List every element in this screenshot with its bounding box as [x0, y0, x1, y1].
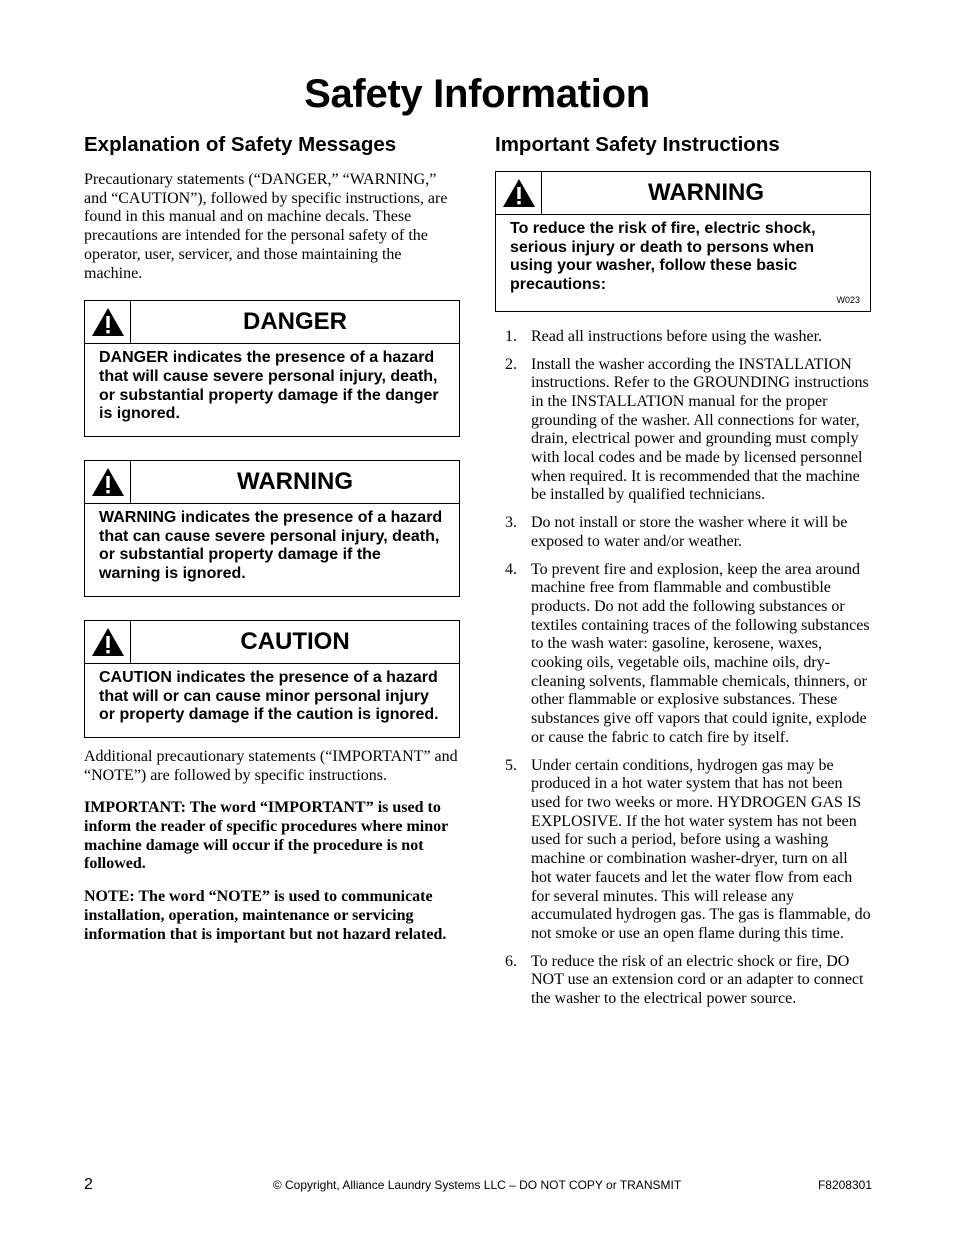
- warning-triangle-icon: [85, 301, 131, 343]
- document-code: F8208301: [817, 1178, 872, 1192]
- page-title: Safety Information: [304, 72, 650, 116]
- warning-text: WARNING indicates the presence of a hazard that can cause severe personal injury, death, or substantial property damage if the warning is ignored.: [99, 509, 443, 583]
- list-item: 2. Install the washer according the INSTALLATION instructions. Refer to the GROUNDING instructions in the INSTALLATION manual for the proper grounding of the washer. All connections for water, drain, electrical power and grounding must comply with local codes and be made by licensed personnel when required. It is recommended that the machine be installed by qualified technicians.: [505, 355, 869, 504]
- section-heading-instructions: Important Safety Instructions: [495, 133, 780, 156]
- warning-box: [84, 460, 460, 597]
- instructions-warning-box: [495, 171, 871, 312]
- page-number: 2: [84, 1176, 93, 1193]
- warning-triangle-icon: [85, 621, 131, 663]
- list-item: 1. Read all instructions before using the washer.: [505, 327, 823, 345]
- intro-paragraph: Precautionary statements (“DANGER,” “WARNING,” and “CAUTION”), followed by specific instructions, are found in this manual and on machine decals. These precautions are intended for the personal safety of the operator, user, servicer, and those maintaining the machine.: [84, 171, 448, 282]
- list-item: 6. To reduce the risk of an electric shock or fire, DO NOT use an extension cord or an adapter to connect the washer to the electrical power source.: [505, 952, 864, 1008]
- instructions-warning-title: WARNING: [648, 179, 764, 206]
- caution-title: CAUTION: [240, 627, 350, 655]
- right-column: [495, 133, 871, 1018]
- caution-box: [84, 620, 460, 738]
- list-item: 5. Under certain conditions, hydrogen gas may be produced in a hot water system that has not been used for two weeks or more. HYDROGEN GAS IS EXPLOSIVE. If the hot water system has not been used for such a period, before using a washing machine or combination washer-dryer, turn on all hot water faucets and let the water flow from each for several minutes. This will release any accumulated hydrogen gas. The gas is flammable, do not smoke or use an open flame during this time.: [505, 756, 871, 942]
- warning-title: WARNING: [237, 468, 353, 496]
- left-column: [84, 133, 460, 944]
- danger-box: [84, 300, 460, 437]
- danger-title: DANGER: [242, 308, 347, 336]
- instructions-list: [495, 328, 871, 1009]
- instructions-warning-text: To reduce the risk of fire, electric shock, serious injury or death to persons when using your washer, follow these basic precautions:: [510, 220, 816, 294]
- warning-triangle-icon: [85, 461, 131, 503]
- list-item: 3. Do not install or store the washer where it will be exposed to water and/or weather.: [505, 514, 848, 550]
- danger-text: DANGER indicates the presence of a hazard that will cause severe personal injury, death, or substantial property damage if the danger is ignored.: [99, 349, 439, 423]
- additional-paragraph: Additional precautionary statements (“IMPORTANT” and “NOTE”) are followed by specific instructions.: [84, 747, 458, 784]
- warning-code: W023: [836, 294, 860, 305]
- note-paragraph: NOTE: The word “NOTE” is used to communicate installation, operation, maintenance or servicing information that is important but not hazard related.: [84, 888, 447, 943]
- warning-triangle-icon: [496, 172, 542, 214]
- caution-text: CAUTION indicates the presence of a hazard that will or can cause minor personal injury or property damage if the caution is ignored.: [99, 668, 439, 724]
- list-item: 4. To prevent fire and explosion, keep the area around machine free from flammable and combustible products. Do not add the following substances or textiles containing traces of the following substances to the wash water: gasoline, kerosene, waxes, cooking oils, vegetable oils, machine oils, dry-cleaning solvents, flammable chemicals, thinners, or other flammable or explosive substances. These substances give off vapors that could ignite, explode or cause the fabric to catch fire by itself.: [505, 560, 870, 746]
- copyright-notice: © Copyright, Alliance Laundry Systems LLC – DO NOT COPY or TRANSMIT: [272, 1178, 682, 1192]
- section-heading-explanation: Explanation of Safety Messages: [84, 133, 397, 156]
- important-paragraph: IMPORTANT: The word “IMPORTANT” is used to inform the reader of specific procedures where minor machine damage will occur if the procedure is not followed.: [84, 799, 448, 873]
